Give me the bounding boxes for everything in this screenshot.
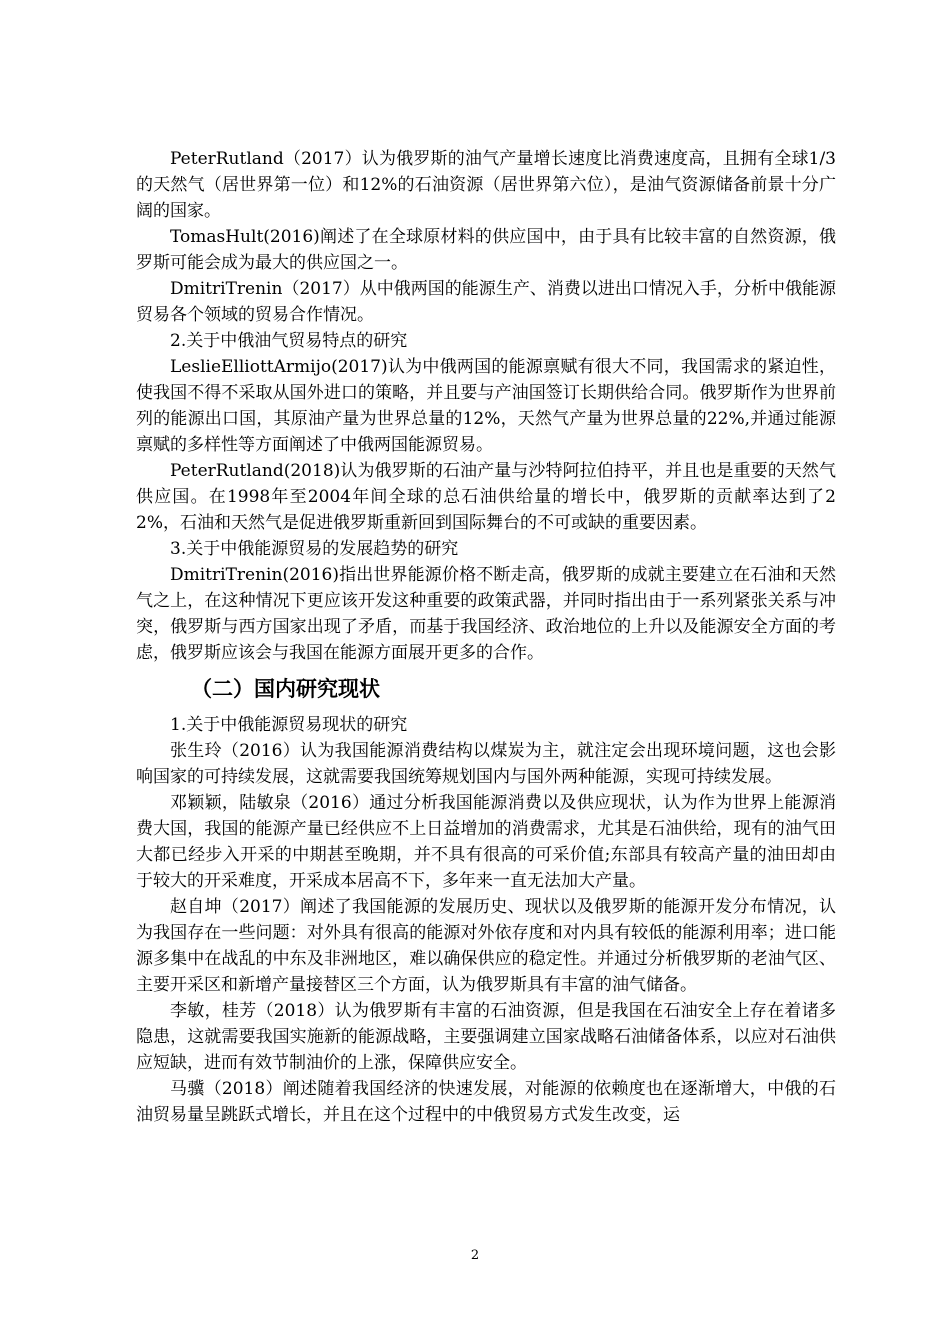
subheading-oil-gas-trade-features: 2.关于中俄油气贸易特点的研究: [170, 331, 408, 351]
paragraph-armijo-2017: LeslieElliottArmijo(2017)认为中俄两国的能源禀赋有很大不同，我国需求的紧迫性，使我国不得不采取从国外进口的策略，并且要与产油国签订长期供给合同。俄罗斯作为世界前列的能源出口国，其原油产量为世界总量的12%，天然气产量为世界总量的22%,并通过能源禀赋的多样性等方面阐述了中俄两国能源贸易。: [136, 357, 836, 455]
paragraph-zhang-2016: 张生玲（2016）认为我国能源消费结构以煤炭为主，就注定会出现环境问题，这也会影响国家的可持续发展，这就需要我国统筹规划国内与国外两种能源，实现可持续发展。: [136, 741, 836, 787]
paragraph-trenin-2017: DmitriTrenin（2017）从中俄两国的能源生产、消费以进出口情况入手，分析中俄能源贸易各个领域的贸易合作情况。: [136, 279, 836, 325]
paragraph-li-gui-2018: 李敏，桂芳（2018）认为俄罗斯有丰富的石油资源，但是我国在石油安全上存在着诸多隐患，这就需要我国实施新的能源战略，主要强调建立国家战略石油储备体系，以应对石油供应短缺，进而有效节制油价的上涨，保障供应安全。: [136, 1001, 836, 1073]
paragraph-zhao-2017: 赵自坤（2017）阐述了我国能源的发展历史、现状以及俄罗斯的能源开发分布情况，认为我国存在一些问题：对外具有很高的能源对外依存度和对内具有较低的能源利用率；进口能源多集中在战乱的中东及非洲地区，难以确保供应的稳定性。并通过分析俄罗斯的老油气区、主要开采区和新增产量接替区三个方面，认为俄罗斯具有丰富的油气储备。: [136, 897, 836, 995]
paragraph-rutland-2018: PeterRutland(2018)认为俄罗斯的石油产量与沙特阿拉伯持平，并且也是重要的天然气供应国。在1998年至2004年间全球的总石油供给量的增长中，俄罗斯的贡献率达到了22%，石油和天然气是促进俄罗斯重新回到国际舞台的不可或缺的重要因素。: [136, 461, 836, 533]
subheading-energy-trade-trends: 3.关于中俄能源贸易的发展趋势的研究: [170, 539, 459, 559]
paragraph-ma-2018: 马骥（2018）阐述随着我国经济的快速发展，对能源的依赖度也在逐渐增大，中俄的石油贸易量呈跳跃式增长，并且在这个过程中的中俄贸易方式发生改变，运: [136, 1079, 836, 1125]
paragraph-deng-lu-2016: 邓颖颖，陆敏泉（2016）通过分析我国能源消费以及供应现状，认为作为世界上能源消费大国，我国的能源产量已经供应不上日益增加的消费需求，尤其是石油供给，现有的油气田大都已经步入开采的中期甚至晚期，并不具有很高的可采价值;东部具有较高产量的油田却由于较大的开采难度，开采成本居高不下，多年来一直无法加大产量。: [136, 793, 836, 891]
paragraph-hult-2016: TomasHult(2016)阐述了在全球原材料的供应国中，由于具有比较丰富的自然资源，俄罗斯可能会成为最大的供应国之一。: [136, 227, 836, 273]
section-title-domestic-research: （二）国内研究现状: [191, 677, 380, 701]
subheading-energy-trade-status: 1.关于中俄能源贸易现状的研究: [170, 715, 408, 735]
paragraph-rutland-2017: PeterRutland（2017）认为俄罗斯的油气产量增长速度比消费速度高，且拥有全球1/3的天然气（居世界第一位）和12%的石油资源（居世界第六位），是油气资源储备前景十分广阔的国家。: [136, 149, 836, 221]
document-body: [136, 146, 836, 1128]
page-number: 2: [470, 1248, 480, 1263]
paragraph-trenin-2016: DmitriTrenin(2016)指出世界能源价格不断走高，俄罗斯的成就主要建立在石油和天然气之上，在这种情况下更应该开发这种重要的政策武器，并同时指出由于一系列紧张关系与冲突，俄罗斯与西方国家出现了矛盾，而基于我国经济、政治地位的上升以及能源安全方面的考虑，俄罗斯应该会与我国在能源方面展开更多的合作。: [136, 565, 836, 663]
